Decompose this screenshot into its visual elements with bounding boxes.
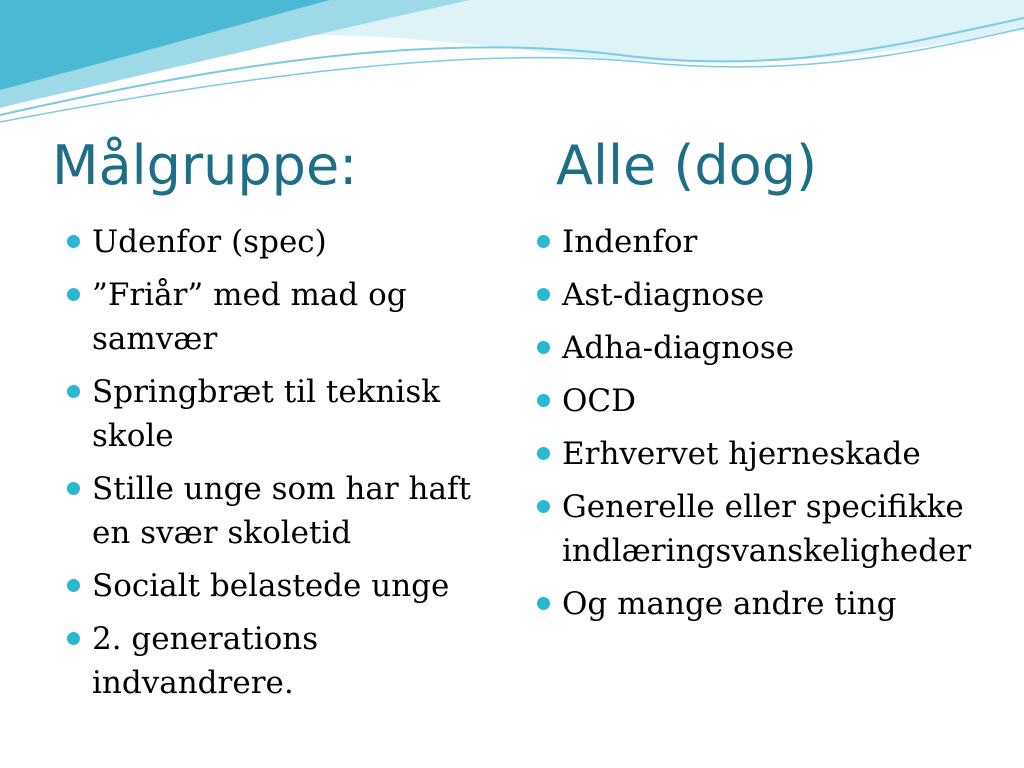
bullet-icon [537, 597, 550, 610]
bullet-text: Erhvervet hjerneskade [562, 436, 921, 472]
bullet-text: Indenfor [562, 224, 698, 260]
header-wave-decoration [0, 0, 1024, 130]
bullet-item [64, 220, 484, 264]
bullet-icon [67, 579, 80, 592]
bullet-item [64, 273, 484, 361]
bullet-icon [537, 235, 550, 248]
bullet-item [64, 617, 484, 705]
bullet-item [534, 582, 1016, 626]
bullet-icon [67, 385, 80, 398]
bullet-text: 2. generations indvandrere. [92, 621, 319, 701]
bullet-item [534, 485, 1016, 573]
bullet-icon [67, 235, 80, 248]
right-bullet-list [534, 220, 1016, 635]
bullet-icon [67, 632, 80, 645]
bullet-item [64, 564, 484, 608]
bullet-icon [537, 500, 550, 513]
bullet-text: Ast-diagnose [562, 277, 765, 313]
bullet-text: Og mange andre ting [562, 586, 897, 622]
bullet-icon [537, 447, 550, 460]
bullet-item [534, 220, 1016, 264]
slide-title: Målgruppe: [52, 134, 358, 197]
bullet-item [534, 273, 1016, 317]
left-bullet-list [64, 220, 484, 714]
slide-title-qualifier: Alle (dog) [556, 134, 818, 197]
bullet-text: Springbræt til teknisk skole [92, 374, 441, 454]
bullet-icon [67, 482, 80, 495]
bullet-text: ”Friår” med mad og samvær [92, 277, 407, 357]
bullet-icon [537, 288, 550, 301]
bullet-item [64, 370, 484, 458]
bullet-text: Stille unge som har haft en svær skoletid [92, 471, 471, 551]
bullet-text: OCD [562, 383, 636, 419]
bullet-item [534, 326, 1016, 370]
bullet-item [534, 432, 1016, 476]
bullet-icon [67, 288, 80, 301]
bullet-icon [537, 341, 550, 354]
bullet-text: Socialt belastede unge [92, 568, 450, 604]
bullet-text: Adha-diagnose [562, 330, 795, 366]
bullet-item [534, 379, 1016, 423]
bullet-text: Udenfor (spec) [92, 224, 327, 260]
bullet-text: Generelle eller specifikke indlæringsvanskeligheder [562, 489, 972, 569]
bullet-icon [537, 394, 550, 407]
bullet-item [64, 467, 484, 555]
